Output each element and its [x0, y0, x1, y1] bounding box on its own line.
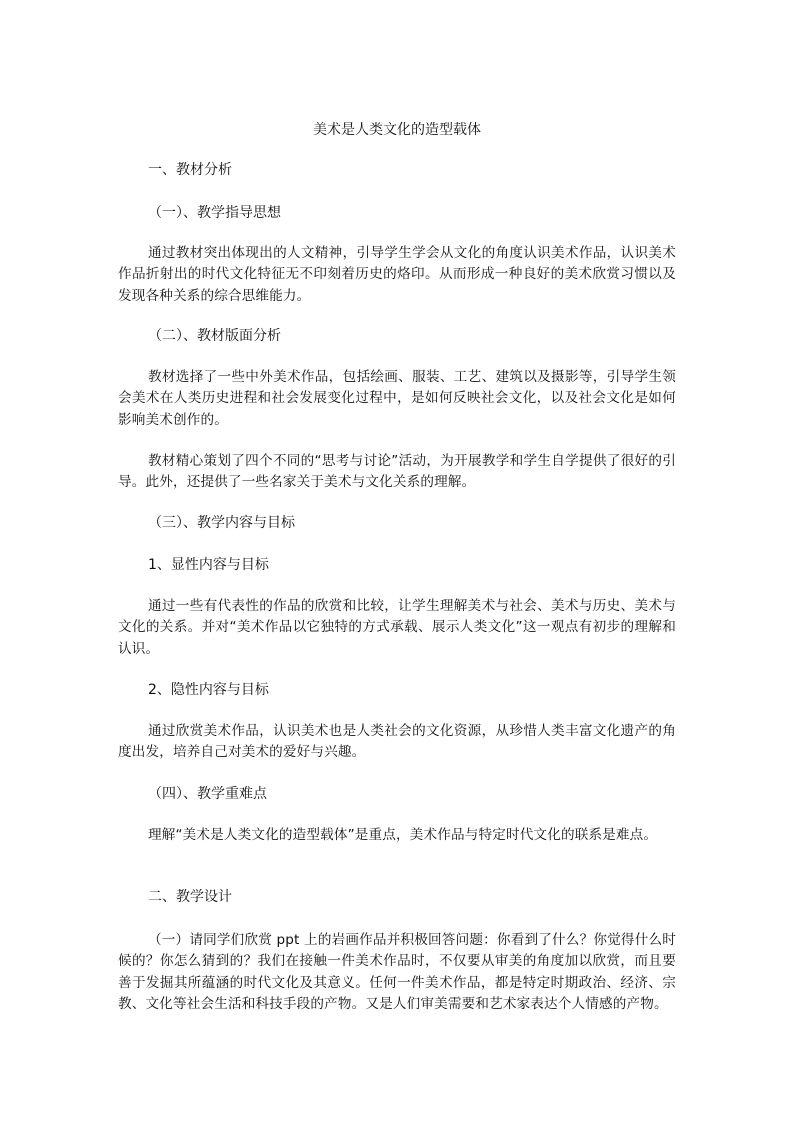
- paragraph-guiding-thought: 通过教材突出体现出的人文精神，引导学生学会从文化的角度认识美术作品，认识美术作品折射出的时代文化特征无不印刻着历史的烙印。从而形成一种良好的美术欣赏习惯以及发现各种关系的综合思维能力。: [118, 245, 676, 304]
- subsection-heading-guiding-thought: （一）、教学指导思想: [148, 205, 281, 221]
- paragraph-teaching-design: （一）请同学们欣赏 ppt 上的岩画作品并积极回答问题：你看到了什么？你觉得什么时候的？你怎么猜到的？我们在接触一件美术作品时，不仅要从审美的角度加以欣赏，而且要善于发掘其所蕴涵的时代文化及其意义。任何一件美术作品，都是特定时期政治、经济、宗教、文化等社会生活和科技手段的产物。又是人们审美需要和艺术家表达个人情感的产物。: [118, 932, 676, 1013]
- item-heading-explicit-goals: 1、显性内容与目标: [148, 557, 269, 573]
- subsection-heading-key-points: （四）、教学重难点: [148, 786, 267, 802]
- document-title: 美术是人类文化的造型载体: [313, 122, 481, 138]
- section-heading-design: 二、教学设计: [148, 889, 232, 905]
- paragraph-explicit-goals: 通过一些有代表性的作品的欣赏和比较，让学生理解美术与社会、美术与历史、美术与文化的关系。并对“美术作品以它独特的方式承载、展示人类文化”这一观点有初步的理解和认识。: [118, 598, 676, 657]
- item-heading-implicit-goals: 2、隐性内容与目标: [148, 682, 269, 698]
- paragraph-key-points: 理解“美术是人类文化的造型载体”是重点，美术作品与特定时代文化的联系是难点。: [148, 827, 658, 843]
- paragraph-layout-analysis: 教材选择了一些中外美术作品，包括绘画、服装、工艺、建筑以及摄影等，引导学生领会美术在人类历史进程和社会发展变化过程中，是如何反映社会文化，以及社会文化是如何影响美术创作的。: [118, 369, 676, 428]
- paragraph-discussion-activities: 教材精心策划了四个不同的“思考与讨论”活动，为开展教学和学生自学提供了很好的引导。此外，还提供了一些名家关于美术与文化关系的理解。: [118, 453, 676, 491]
- section-heading-analysis: 一、教材分析: [148, 162, 232, 178]
- subsection-heading-content-goals: （三）、教学内容与目标: [148, 515, 295, 531]
- paragraph-implicit-goals: 通过欣赏美术作品，认识美术也是人类社会的文化资源，从珍惜人类丰富文化遗产的角度出发，培养自己对美术的爱好与兴趣。: [118, 723, 676, 761]
- subsection-heading-layout-analysis: （二）、教材版面分析: [148, 328, 281, 344]
